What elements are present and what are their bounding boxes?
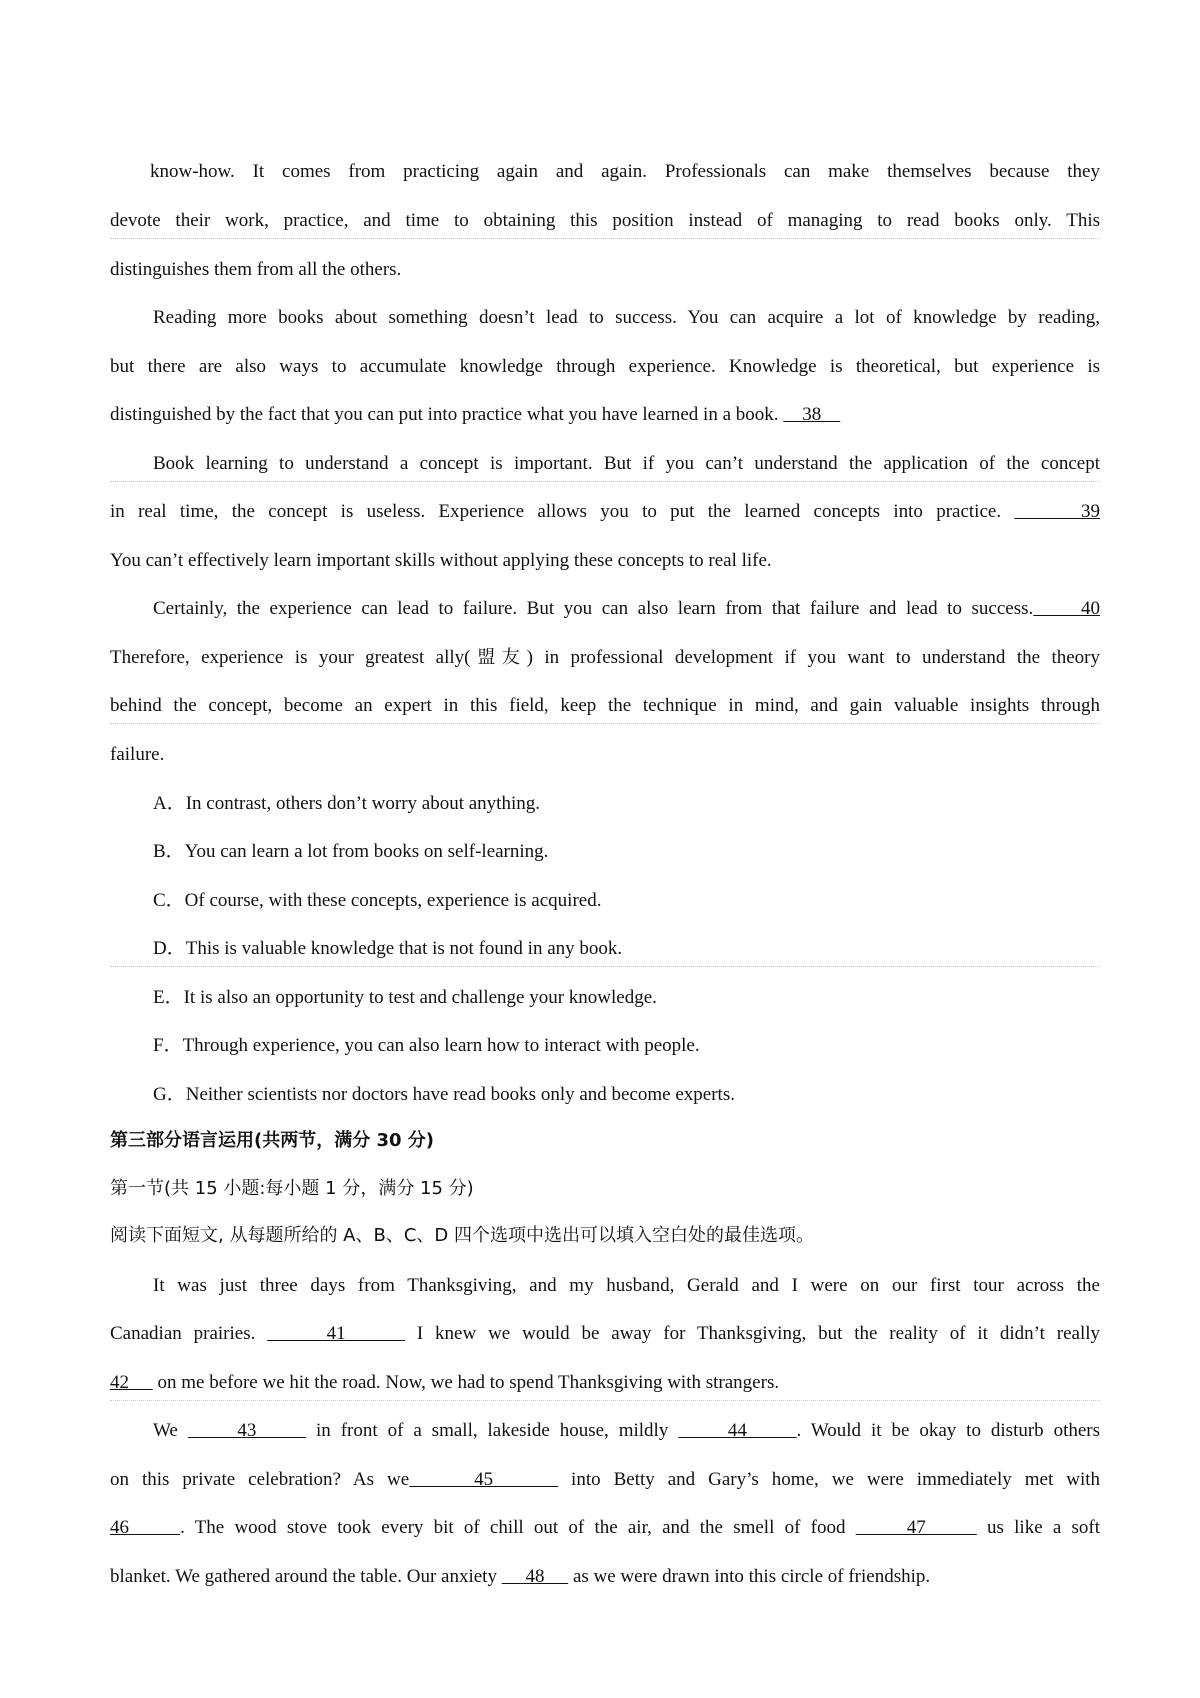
dotted-divider xyxy=(110,481,1100,482)
passage-line xyxy=(153,594,1100,624)
passage-line xyxy=(110,497,1100,527)
option-c: C．Of course, with these concepts, experience is acquired. xyxy=(153,890,602,911)
option-e: E．It is also an opportunity to test and challenge your knowledge. xyxy=(153,987,657,1008)
passage-line: but there are also ways to accumulate knowledge through experience. Knowledge is theoretical, but experience is xyxy=(110,356,1100,377)
section-subheading: 第一节(共 15 小题:每小题 1 分，满分 15 分) xyxy=(110,1178,474,1199)
passage-line xyxy=(110,400,1100,430)
passage-text: ) in professional development if you want to understand the theory xyxy=(526,647,1101,668)
blank-42: 42 xyxy=(110,1372,153,1393)
passage-line: distinguishes them from all the others. xyxy=(110,259,402,280)
blank-43: 43 xyxy=(187,1420,307,1441)
passage-text: . Would it be okay to disturb others xyxy=(796,1420,1101,1441)
passage-text: on me before we hit the road. Now, we had to spend Thanksgiving with strangers. xyxy=(157,1372,780,1393)
passage-text: into Betty and Gary’s home, we were immediately met with xyxy=(571,1469,1100,1490)
passage-line xyxy=(110,1513,1100,1543)
option-b: B．You can learn a lot from books on self-learning. xyxy=(153,841,549,862)
passage-line: devote their work, practice, and time to obtaining this position instead of managing to read books only. This xyxy=(110,210,1100,231)
passage-text-cjk: 盟友 xyxy=(470,647,527,668)
passage-line: Reading more books about something doesn’t lead to success. You can acquire a lot of knowledge by reading, xyxy=(153,307,1100,328)
passage-text: as we were drawn into this circle of friendship. xyxy=(572,1566,931,1587)
passage-text: in front of a small, lakeside house, mildly xyxy=(316,1420,669,1441)
passage-line: failure. xyxy=(110,744,165,765)
passage-text: We xyxy=(153,1420,178,1441)
blank-40: 40 xyxy=(1033,598,1101,619)
passage-text: us like a soft xyxy=(987,1517,1101,1538)
passage-line xyxy=(110,1562,1100,1592)
passage-text: blanket. We gathered around the table. Our anxiety xyxy=(110,1566,497,1587)
passage-line: Book learning to understand a concept is important. But if you can’t understand the application of the concept xyxy=(153,453,1100,474)
passage-line xyxy=(110,1465,1100,1495)
passage-text: in real time, the concept is useless. Experience allows you to put the learned concepts into practice. xyxy=(110,501,1002,522)
blank-41: 41 xyxy=(267,1323,405,1344)
section-heading: 第三部分语言运用(共两节，满分 30 分) xyxy=(110,1130,435,1151)
option-g: G．Neither scientists nor doctors have read books only and become experts. xyxy=(153,1084,735,1105)
passage-text: I knew we would be away for Thanksgiving, but the reality of it didn’t really xyxy=(416,1323,1101,1344)
blank-44: 44 xyxy=(678,1420,797,1441)
section-instruction: 阅读下面短文, 从每题所给的 A、B、C、D 四个选项中选出可以填入空白处的最佳选项。 xyxy=(110,1225,814,1246)
passage-text: Canadian prairies. xyxy=(110,1323,256,1344)
passage-line: You can’t effectively learn important skills without applying these concepts to real life. xyxy=(110,550,772,571)
passage-text: Certainly, the experience can lead to failure. But you can also learn from that failure and lead to success. xyxy=(153,598,1034,619)
dotted-divider xyxy=(110,1400,1100,1401)
passage-line xyxy=(110,1368,1100,1398)
passage-text: on this private celebration? As we xyxy=(110,1469,410,1490)
passage-line xyxy=(110,1319,1100,1349)
option-a: A．In contrast, others don’t worry about anything. xyxy=(153,793,540,814)
dotted-divider xyxy=(110,966,1100,967)
dotted-divider xyxy=(110,238,1100,239)
passage-line: It was just three days from Thanksgiving, and my husband, Gerald and I were on our first tour across the xyxy=(153,1275,1100,1296)
passage-line: behind the concept, become an expert in this field, keep the technique in mind, and gain valuable insights through xyxy=(110,695,1100,716)
passage-line xyxy=(153,1416,1100,1446)
blank-47: 47 xyxy=(855,1517,977,1538)
blank-39: 39 xyxy=(1014,501,1101,522)
dotted-divider xyxy=(110,723,1100,724)
passage-line: know-how. It comes from practicing again and again. Professionals can make themselves because they xyxy=(150,161,1100,182)
passage-line xyxy=(110,643,1100,673)
passage-text: Therefore, experience is your greatest ally( xyxy=(110,647,471,668)
blank-45: 45 xyxy=(409,1469,559,1490)
blank-46: 46 xyxy=(110,1517,181,1538)
passage-text: distinguished by the fact that you can put into practice what you have learned in a book. xyxy=(110,404,779,425)
blank-48: 48 xyxy=(501,1566,569,1587)
passage-text: . The wood stove took every bit of chill out of the air, and the smell of food xyxy=(180,1517,846,1538)
option-d: D．This is valuable knowledge that is not found in any book. xyxy=(153,938,623,959)
option-f: F．Through experience, you can also learn how to interact with people. xyxy=(153,1035,700,1056)
blank-38: 38 xyxy=(783,404,841,425)
